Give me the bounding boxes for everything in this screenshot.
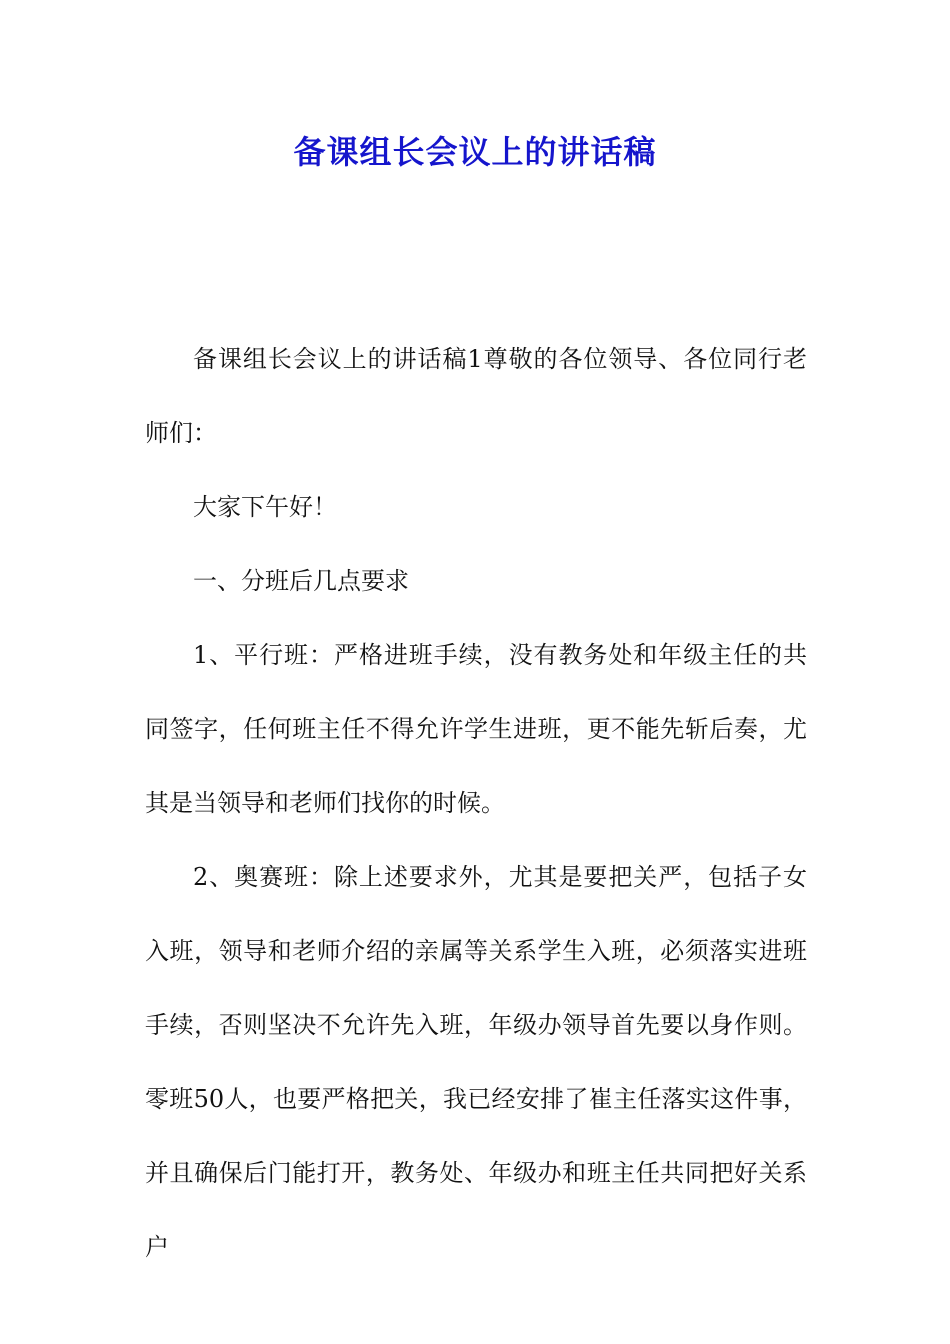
section-heading: 一、分班后几点要求: [193, 567, 409, 595]
paragraph-greeting: 备课组长会议上的讲话稿1尊敬的各位领导、各位同行老师们：: [145, 345, 807, 447]
paragraph-item-1: 1、平行班：严格进班手续，没有教务处和年级主任的共同签字，任何班主任不得允许学生进班，更不能先斩后奏，尤其是当领导和老师们找你的时候。: [145, 641, 807, 817]
document-title: 备课组长会议上的讲话稿: [293, 133, 657, 171]
document-body: [145, 322, 807, 1284]
paragraph-salutation: 大家下午好！: [193, 493, 337, 521]
paragraph-item-2: 2、奥赛班：除上述要求外，尤其是要把关严，包括子女入班，领导和老师介绍的亲属等关系学生入班，必须落实进班手续，否则坚决不允许先入班，年级办领导首先要以身作则。零班50人，也要严格把关，我已经安排了崔主任落实这件事，并且确保后门能打开，教务处、年级办和班主任共同把好关系户: [145, 863, 807, 1261]
